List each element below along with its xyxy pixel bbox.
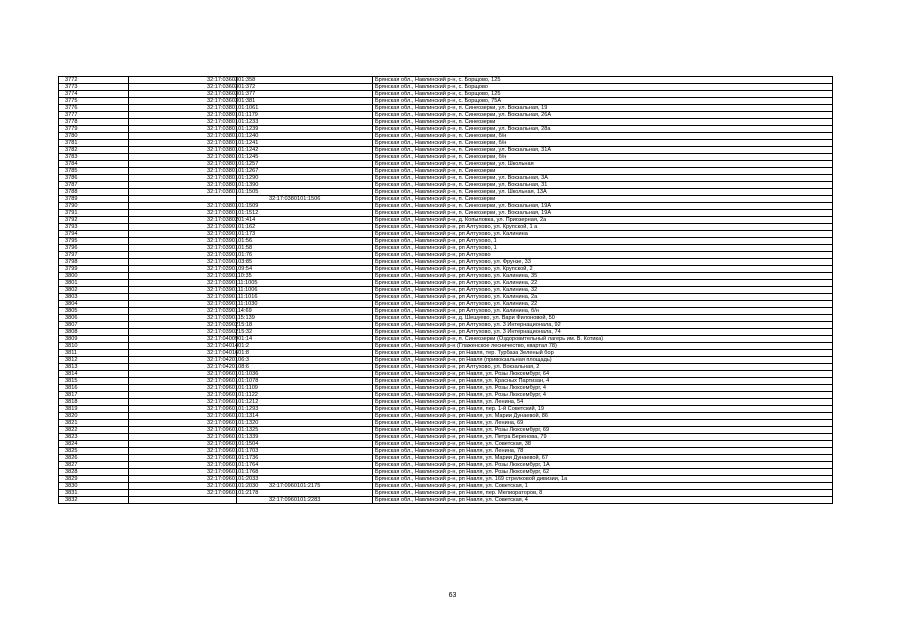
table-row [59,231,833,238]
cadastral-number-cell: 32:17:0360301:381 [129,98,237,105]
table-row [59,245,833,252]
row-number-cell: 3817 [59,392,129,399]
cadastral-number-cell: 32:17:0390215:32 [129,329,237,336]
row-number-cell: 3832 [59,497,129,504]
table-row [59,105,833,112]
address-cell: Брянская обл., Навлинский р-н, рп Алтухово, 1 [373,238,833,245]
address-cell: Брянская обл., Навлинский р-н, п. Синеозерки, ул. Вокзальная, 3А [373,175,833,182]
row-number-cell: 3827 [59,462,129,469]
address-cell: Брянская обл., Навлинский р-н, рп Алтухово, ул. Калинина, 32 [373,287,833,294]
table-row [59,364,833,371]
table-row [59,98,833,105]
row-number-cell: 3826 [59,455,129,462]
address-cell: Брянская обл., Навлинский р-н, п. Синеозерки, ул. Вокзальная, 19 [373,105,833,112]
address-cell: Брянская обл., Навлинский р-н, рп Навля, ул. Розы Люксембург, 1А [373,462,833,469]
row-number-cell: 3789 [59,196,129,203]
row-number-cell: 3831 [59,490,129,497]
cadastral-number-cell: 32:17:0380101:1505 [129,189,237,196]
row-number-cell: 3803 [59,294,129,301]
cadastral-number-cell: 32:17:0960101:1768 [129,469,237,476]
secondary-cadastral-number-cell [237,266,373,273]
address-cell: Брянская обл., Навлинский р-н, рп Навля, ул. 169 стрелковой дивизии, 1а [373,476,833,483]
secondary-cadastral-number-cell [237,315,373,322]
address-cell: Брянская обл., Навлинский р-н, д. Шешуево, ул. Вари Филоновой, 50 [373,315,833,322]
address-cell: Брянская обл., Навлинский р-н, п. Синеозерки, ул. Вокзальная, 19А [373,210,833,217]
row-number-cell: 3825 [59,448,129,455]
table-row [59,357,833,364]
table-row [59,420,833,427]
cadastral-number-cell: 32:17:0380101:1245 [129,154,237,161]
table-row [59,77,833,84]
address-cell: Брянская обл., Навлинский р-н, рп Навля, ул. Розы Люксембург, 4 [373,392,833,399]
table-row [59,371,833,378]
table-row [59,133,833,140]
row-number-cell: 3801 [59,280,129,287]
row-number-cell: 3783 [59,154,129,161]
address-cell: Брянская обл., Навлинский р-н (Глаженское лесничество, квартал 78) [373,343,833,350]
row-number-cell: 3785 [59,168,129,175]
table-row [59,140,833,147]
address-cell: Брянская обл., Навлинский р-н, рп Алтухово, ул. Крупской, 2 [373,266,833,273]
cadastral-number-cell: 32:17:0960101:1703 [129,448,237,455]
cadastral-number-cell: 32:17:0390115:139 [129,315,237,322]
row-number-cell: 3782 [59,147,129,154]
address-cell: Брянская обл., Навлинский р-н, с. Борщово, 125 [373,91,833,98]
cadastral-number-cell: 32:17:0960101:1339 [129,434,237,441]
address-cell: Брянская обл., Навлинский р-н, п. Синеозерки, ул. Вокзальная, 31 [373,182,833,189]
row-number-cell: 3824 [59,441,129,448]
secondary-cadastral-number-cell [237,336,373,343]
row-number-cell: 3787 [59,182,129,189]
address-cell: Брянская обл., Навлинский р-н, рп Навля, ул. Ленина, 69 [373,420,833,427]
table-row [59,147,833,154]
cadastral-number-cell: 32:17:0380101:1233 [129,119,237,126]
secondary-cadastral-number-cell [237,238,373,245]
address-cell: Брянская обл., Навлинский р-н, п. Синеозерки [373,196,833,203]
row-number-cell: 3816 [59,385,129,392]
address-cell: Брянская обл., Навлинский р-н, п. Синеозерки, ул. Вокзальная, 26А [373,112,833,119]
row-number-cell: 3828 [59,469,129,476]
table-row [59,448,833,455]
cadastral-number-cell: 32:17:0960101:1122 [129,392,237,399]
row-number-cell: 3829 [59,476,129,483]
cadastral-number-cell: 32:17:0390111:1006 [129,287,237,294]
row-number-cell: 3792 [59,217,129,224]
table-row [59,196,833,203]
cadastral-number-cell: 32:17:0390109:54 [129,266,237,273]
cadastral-number-cell: 32:17:0390101:173 [129,231,237,238]
row-number-cell: 3810 [59,343,129,350]
address-cell: Брянская обл., Навлинский р-н, рп Навля, ул. Советская, 4 [373,497,833,504]
cadastral-number-cell: 32:17:0960101:1078 [129,378,237,385]
table-row [59,168,833,175]
table-row [59,203,833,210]
cadastral-number-cell: 32:17:0360301:358 [129,77,237,84]
table-row [59,343,833,350]
data-table [58,76,833,504]
address-cell: Брянская обл., Навлинский р-н, рп Навля, тер. Турбаза Зеленый бор [373,350,833,357]
table-row [59,301,833,308]
table-row [59,490,833,497]
table-row [59,280,833,287]
table-body [59,77,833,504]
address-cell: Брянская обл., Навлинский р-н, рп Навля, пер. Мелиораторов, 8 [373,490,833,497]
row-number-cell: 3811 [59,350,129,357]
table-row [59,112,833,119]
cadastral-number-cell: 32:17:0390103:85 [129,259,237,266]
table-row [59,238,833,245]
cadastral-number-cell: 32:17:0400901:14 [129,336,237,343]
address-cell: Брянская обл., Навлинский р-н, рп Навля, пер. 1-й Советский, 19 [373,406,833,413]
cadastral-number-cell: 32:17:0390114:69 [129,308,237,315]
secondary-cadastral-number-cell [237,224,373,231]
table-row [59,266,833,273]
address-cell: Брянская обл., Навлинский р-н, рп Алтухово [373,252,833,259]
cadastral-number-cell: 32:17:0420108:6 [129,364,237,371]
row-number-cell: 3804 [59,301,129,308]
row-number-cell: 3795 [59,238,129,245]
table-row [59,294,833,301]
table-row [59,441,833,448]
row-number-cell: 3786 [59,175,129,182]
address-cell: Брянская обл., Навлинский р-н, рп Алтухово, ул. Калинина [373,231,833,238]
secondary-cadastral-number-cell: 32:17:0380101:1506 [237,196,373,203]
table-row [59,350,833,357]
row-number-cell: 3777 [59,112,129,119]
row-number-cell: 3796 [59,245,129,252]
cadastral-number-cell [129,196,237,203]
cadastral-number-cell: 32:17:0960101:1293 [129,406,237,413]
row-number-cell: 3820 [59,413,129,420]
table-row [59,287,833,294]
cadastral-number-cell: 32:17:0401601:8 [129,350,237,357]
cadastral-number-cell: 32:17:0380101:1257 [129,161,237,168]
cadastral-number-cell [129,497,237,504]
address-cell: Брянская обл., Навлинский р-н, рп Навля, ул. Ленина, 78 [373,448,833,455]
address-cell: Брянская обл., Навлинский р-н, рп Навля (привокзальная площадь) [373,357,833,364]
cadastral-number-cell: 32:17:0960101:1212 [129,399,237,406]
address-cell: Брянская обл., Навлинский р-н, п. Синеозерки [373,168,833,175]
table-row [59,462,833,469]
cadastral-number-cell: 32:17:0960101:2178 [129,490,237,497]
table-row [59,434,833,441]
address-cell: Брянская обл., Навлинский р-н, рп Алтухово, ул. Вокзальная, 2 [373,364,833,371]
row-number-cell: 3807 [59,322,129,329]
row-number-cell: 3791 [59,210,129,217]
cadastral-number-cell: 32:17:0390111:1005 [129,280,237,287]
row-number-cell: 3790 [59,203,129,210]
address-cell: Брянская обл., Навлинский р-н, д. Копыловка, ул. Приозерная, 2а [373,217,833,224]
address-cell: Брянская обл., Навлинский р-н, рп Навля, ул. Ленина, 54 [373,399,833,406]
address-cell: Брянская обл., Навлинский р-н, рп Алтухово, ул. Калинина, 22 [373,280,833,287]
table-row [59,182,833,189]
address-cell: Брянская обл., Навлинский р-н, п. Синеозерки, б/н [373,154,833,161]
cadastral-number-cell: 32:17:0960101:1325 [129,427,237,434]
row-number-cell: 3830 [59,483,129,490]
row-number-cell: 3794 [59,231,129,238]
row-number-cell: 3819 [59,406,129,413]
secondary-cadastral-number-cell [237,98,373,105]
cadastral-number-cell: 32:17:0380101:1509 [129,203,237,210]
cadastral-number-cell: 32:17:0960101:1320 [129,420,237,427]
address-cell: Брянская обл., Навлинский р-н, рп Навля, ул. Розы Люксембург, 4 [373,385,833,392]
table-row [59,273,833,280]
address-cell: Брянская обл., Навлинский р-н, п. Синеозерки (Оздоровительный лагерь им. В. Котика) [373,336,833,343]
cadastral-number-cell: 32:17:0390215:18 [129,322,237,329]
table-row [59,126,833,133]
secondary-cadastral-number-cell [237,245,373,252]
cadastral-number-cell: 32:17:0380101:1239 [129,126,237,133]
table-row [59,189,833,196]
address-cell: Брянская обл., Навлинский р-н, рп Навля, ул. Марии Дунаевой, 86 [373,413,833,420]
address-cell: Брянская обл., Навлинский р-н, рп Навля, ул. Розы Люксембург, 64 [373,371,833,378]
cadastral-number-cell: 32:17:0401401:2 [129,343,237,350]
address-cell: Брянская обл., Навлинский р-н, рп Алтухово, ул. 3 Интернационала, 74 [373,329,833,336]
row-number-cell: 3776 [59,105,129,112]
address-cell: Брянская обл., Навлинский р-н, рп Алтухово, ул. Калинина, 35 [373,273,833,280]
row-number-cell: 3793 [59,224,129,231]
table-row [59,119,833,126]
secondary-cadastral-number-cell: 32:17:0960101:2175 [237,483,373,490]
cadastral-number-cell: 32:17:0360301:372 [129,84,237,91]
secondary-cadastral-number-cell [237,364,373,371]
secondary-cadastral-number-cell [237,217,373,224]
address-cell: Брянская обл., Навлинский р-н, п. Синеозерки, ул. Школьная [373,161,833,168]
table-row [59,483,833,490]
cadastral-number-cell: 32:17:0380101:1179 [129,112,237,119]
address-cell: Брянская обл., Навлинский р-н, п. Синеозерки, б/н [373,133,833,140]
row-number-cell: 3815 [59,378,129,385]
cadastral-number-cell: 32:17:0420106:3 [129,357,237,364]
row-number-cell: 3784 [59,161,129,168]
table-row [59,224,833,231]
row-number-cell: 3805 [59,308,129,315]
address-cell: Брянская обл., Навлинский р-н, с. Борщово, 75А [373,98,833,105]
cadastral-number-cell: 32:17:0960101:1109 [129,385,237,392]
secondary-cadastral-number-cell [237,77,373,84]
table-row [59,91,833,98]
address-cell: Брянская обл., Навлинский р-н, п. Синеозерки, ул. Вокзальная, 28а [373,126,833,133]
address-cell: Брянская обл., Навлинский р-н, рп Навля, ул. Петра Беренова, 79 [373,434,833,441]
table-row [59,406,833,413]
table-row [59,497,833,504]
cadastral-number-cell: 32:17:0390111:1030 [129,301,237,308]
row-number-cell: 3814 [59,371,129,378]
secondary-cadastral-number-cell [237,350,373,357]
row-number-cell: 3821 [59,420,129,427]
table-row [59,252,833,259]
table-row [59,427,833,434]
address-cell: Брянская обл., Навлинский р-н, рп Навля, ул. Красных Партизан, 4 [373,378,833,385]
cadastral-number-cell: 32:17:0380101:1061 [129,105,237,112]
secondary-cadastral-number-cell [237,84,373,91]
row-number-cell: 3822 [59,427,129,434]
cadastral-number-cell: 32:17:0960101:1736 [129,455,237,462]
table-row [59,378,833,385]
address-cell: Брянская обл., Навлинский р-н, рп Алтухово, ул. Крупской, 1 а [373,224,833,231]
cadastral-number-cell: 32:17:0960101:1504 [129,441,237,448]
cadastral-number-cell: 32:17:0380201:414 [129,217,237,224]
secondary-cadastral-number-cell [237,91,373,98]
row-number-cell: 3823 [59,434,129,441]
row-number-cell: 3798 [59,259,129,266]
table-row [59,392,833,399]
secondary-cadastral-number-cell [237,322,373,329]
row-number-cell: 3797 [59,252,129,259]
cadastral-number-cell: 32:17:0960101:1314 [129,413,237,420]
address-cell: Брянская обл., Навлинский р-н, п. Синеозерки [373,119,833,126]
address-cell: Брянская обл., Навлинский р-н, рп Алтухово, 1 [373,245,833,252]
address-cell: Брянская обл., Навлинский р-н, с. Борщово [373,84,833,91]
cadastral-number-cell: 32:17:0960101:1036 [129,371,237,378]
row-number-cell: 3812 [59,357,129,364]
row-number-cell: 3779 [59,126,129,133]
secondary-cadastral-number-cell [237,308,373,315]
address-cell: Брянская обл., Навлинский р-н, п. Синеозерки, ул. Вокзальная, 19А [373,203,833,210]
table-row [59,469,833,476]
cadastral-number-cell: 32:17:0380101:1290 [129,175,237,182]
address-cell: Брянская обл., Навлинский р-н, п. Синеозерки, ул. Школьная, 13А [373,189,833,196]
table-row [59,210,833,217]
cadastral-number-cell: 32:17:0380101:1240 [129,133,237,140]
table-row [59,161,833,168]
row-number-cell: 3780 [59,133,129,140]
table-row [59,217,833,224]
cadastral-number-cell: 32:17:0960101:2030 [129,483,237,490]
cadastral-number-cell: 32:17:0960101:2033 [129,476,237,483]
row-number-cell: 3806 [59,315,129,322]
address-cell: Брянская обл., Навлинский р-н, п. Синеозерки, ул. Вокзальная, 31А [373,147,833,154]
row-number-cell: 3773 [59,84,129,91]
cadastral-number-cell: 32:17:0390101:58 [129,245,237,252]
secondary-cadastral-number-cell [237,273,373,280]
row-number-cell: 3809 [59,336,129,343]
table-row [59,308,833,315]
table-row [59,413,833,420]
cadastral-number-cell: 32:17:0390110:35 [129,273,237,280]
address-cell: Брянская обл., Навлинский р-н, рп Алтухово, ул. Калинина, б/н [373,308,833,315]
cadastral-number-cell: 32:17:0380101:1242 [129,147,237,154]
secondary-cadastral-number-cell [237,252,373,259]
table-row [59,315,833,322]
secondary-cadastral-number-cell [237,343,373,350]
table-row [59,399,833,406]
address-cell: Брянская обл., Навлинский р-н, рп Алтухово, ул. Фрунзе, 33 [373,259,833,266]
row-number-cell: 3802 [59,287,129,294]
secondary-cadastral-number-cell [237,329,373,336]
address-cell: Брянская обл., Навлинский р-н, рп Алтухово, ул. Калинина, 2а [373,294,833,301]
row-number-cell: 3778 [59,119,129,126]
address-cell: Брянская обл., Навлинский р-н, рп Алтухово, ул. 3 Интернационала, 92 [373,322,833,329]
cadastral-number-cell: 32:17:0390101:56 [129,238,237,245]
cadastral-number-cell: 32:17:0390111:1016 [129,294,237,301]
cadastral-number-cell: 32:17:0390101:76 [129,252,237,259]
row-number-cell: 3808 [59,329,129,336]
address-cell: Брянская обл., Навлинский р-н, рп Навля, ул. Марии Дунаевой, 67 [373,455,833,462]
secondary-cadastral-number-cell [237,357,373,364]
table-row [59,259,833,266]
table-row [59,154,833,161]
row-number-cell: 3781 [59,140,129,147]
address-cell: Брянская обл., Навлинский р-н, с. Борщово, 125 [373,77,833,84]
cadastral-number-cell: 32:17:0380101:1241 [129,140,237,147]
cadastral-number-cell: 32:17:0380101:1390 [129,182,237,189]
page-number: 63 [448,592,457,599]
address-cell: Брянская обл., Навлинский р-н, рп Навля, ул. Советская, 1 [373,483,833,490]
table-row [59,329,833,336]
address-cell: Брянская обл., Навлинский р-н, рп Навля, ул. Советская, 38 [373,441,833,448]
cadastral-number-cell: 32:17:0960101:1764 [129,462,237,469]
address-cell: Брянская обл., Навлинский р-н, п. Синеозерки, б/н [373,140,833,147]
secondary-cadastral-number-cell [237,259,373,266]
table-row [59,322,833,329]
table-row [59,175,833,182]
cadastral-number-cell: 32:17:0380101:1512 [129,210,237,217]
row-number-cell: 3818 [59,399,129,406]
secondary-cadastral-number-cell [237,231,373,238]
table-row [59,385,833,392]
cadastral-number-cell: 32:17:0360301:377 [129,91,237,98]
row-number-cell: 3788 [59,189,129,196]
cadastral-number-cell: 32:17:0390101:162 [129,224,237,231]
address-cell: Брянская обл., Навлинский р-н, рп Алтухово, ул. Калинина, 22 [373,301,833,308]
row-number-cell: 3772 [59,77,129,84]
row-number-cell: 3774 [59,91,129,98]
table-row [59,336,833,343]
row-number-cell: 3813 [59,364,129,371]
row-number-cell: 3800 [59,273,129,280]
address-cell: Брянская обл., Навлинский р-н, рп Навля, ул. Розы Люксембург, 69 [373,427,833,434]
table-row [59,476,833,483]
address-cell: Брянская обл., Навлинский р-н, рп Навля, ул. Розы Люксембург, 62 [373,469,833,476]
cadastral-number-cell: 32:17:0380101:1267 [129,168,237,175]
secondary-cadastral-number-cell: 32:17:0960101:2283 [237,497,373,504]
row-number-cell: 3799 [59,266,129,273]
table-row [59,84,833,91]
row-number-cell: 3775 [59,98,129,105]
table-row [59,455,833,462]
